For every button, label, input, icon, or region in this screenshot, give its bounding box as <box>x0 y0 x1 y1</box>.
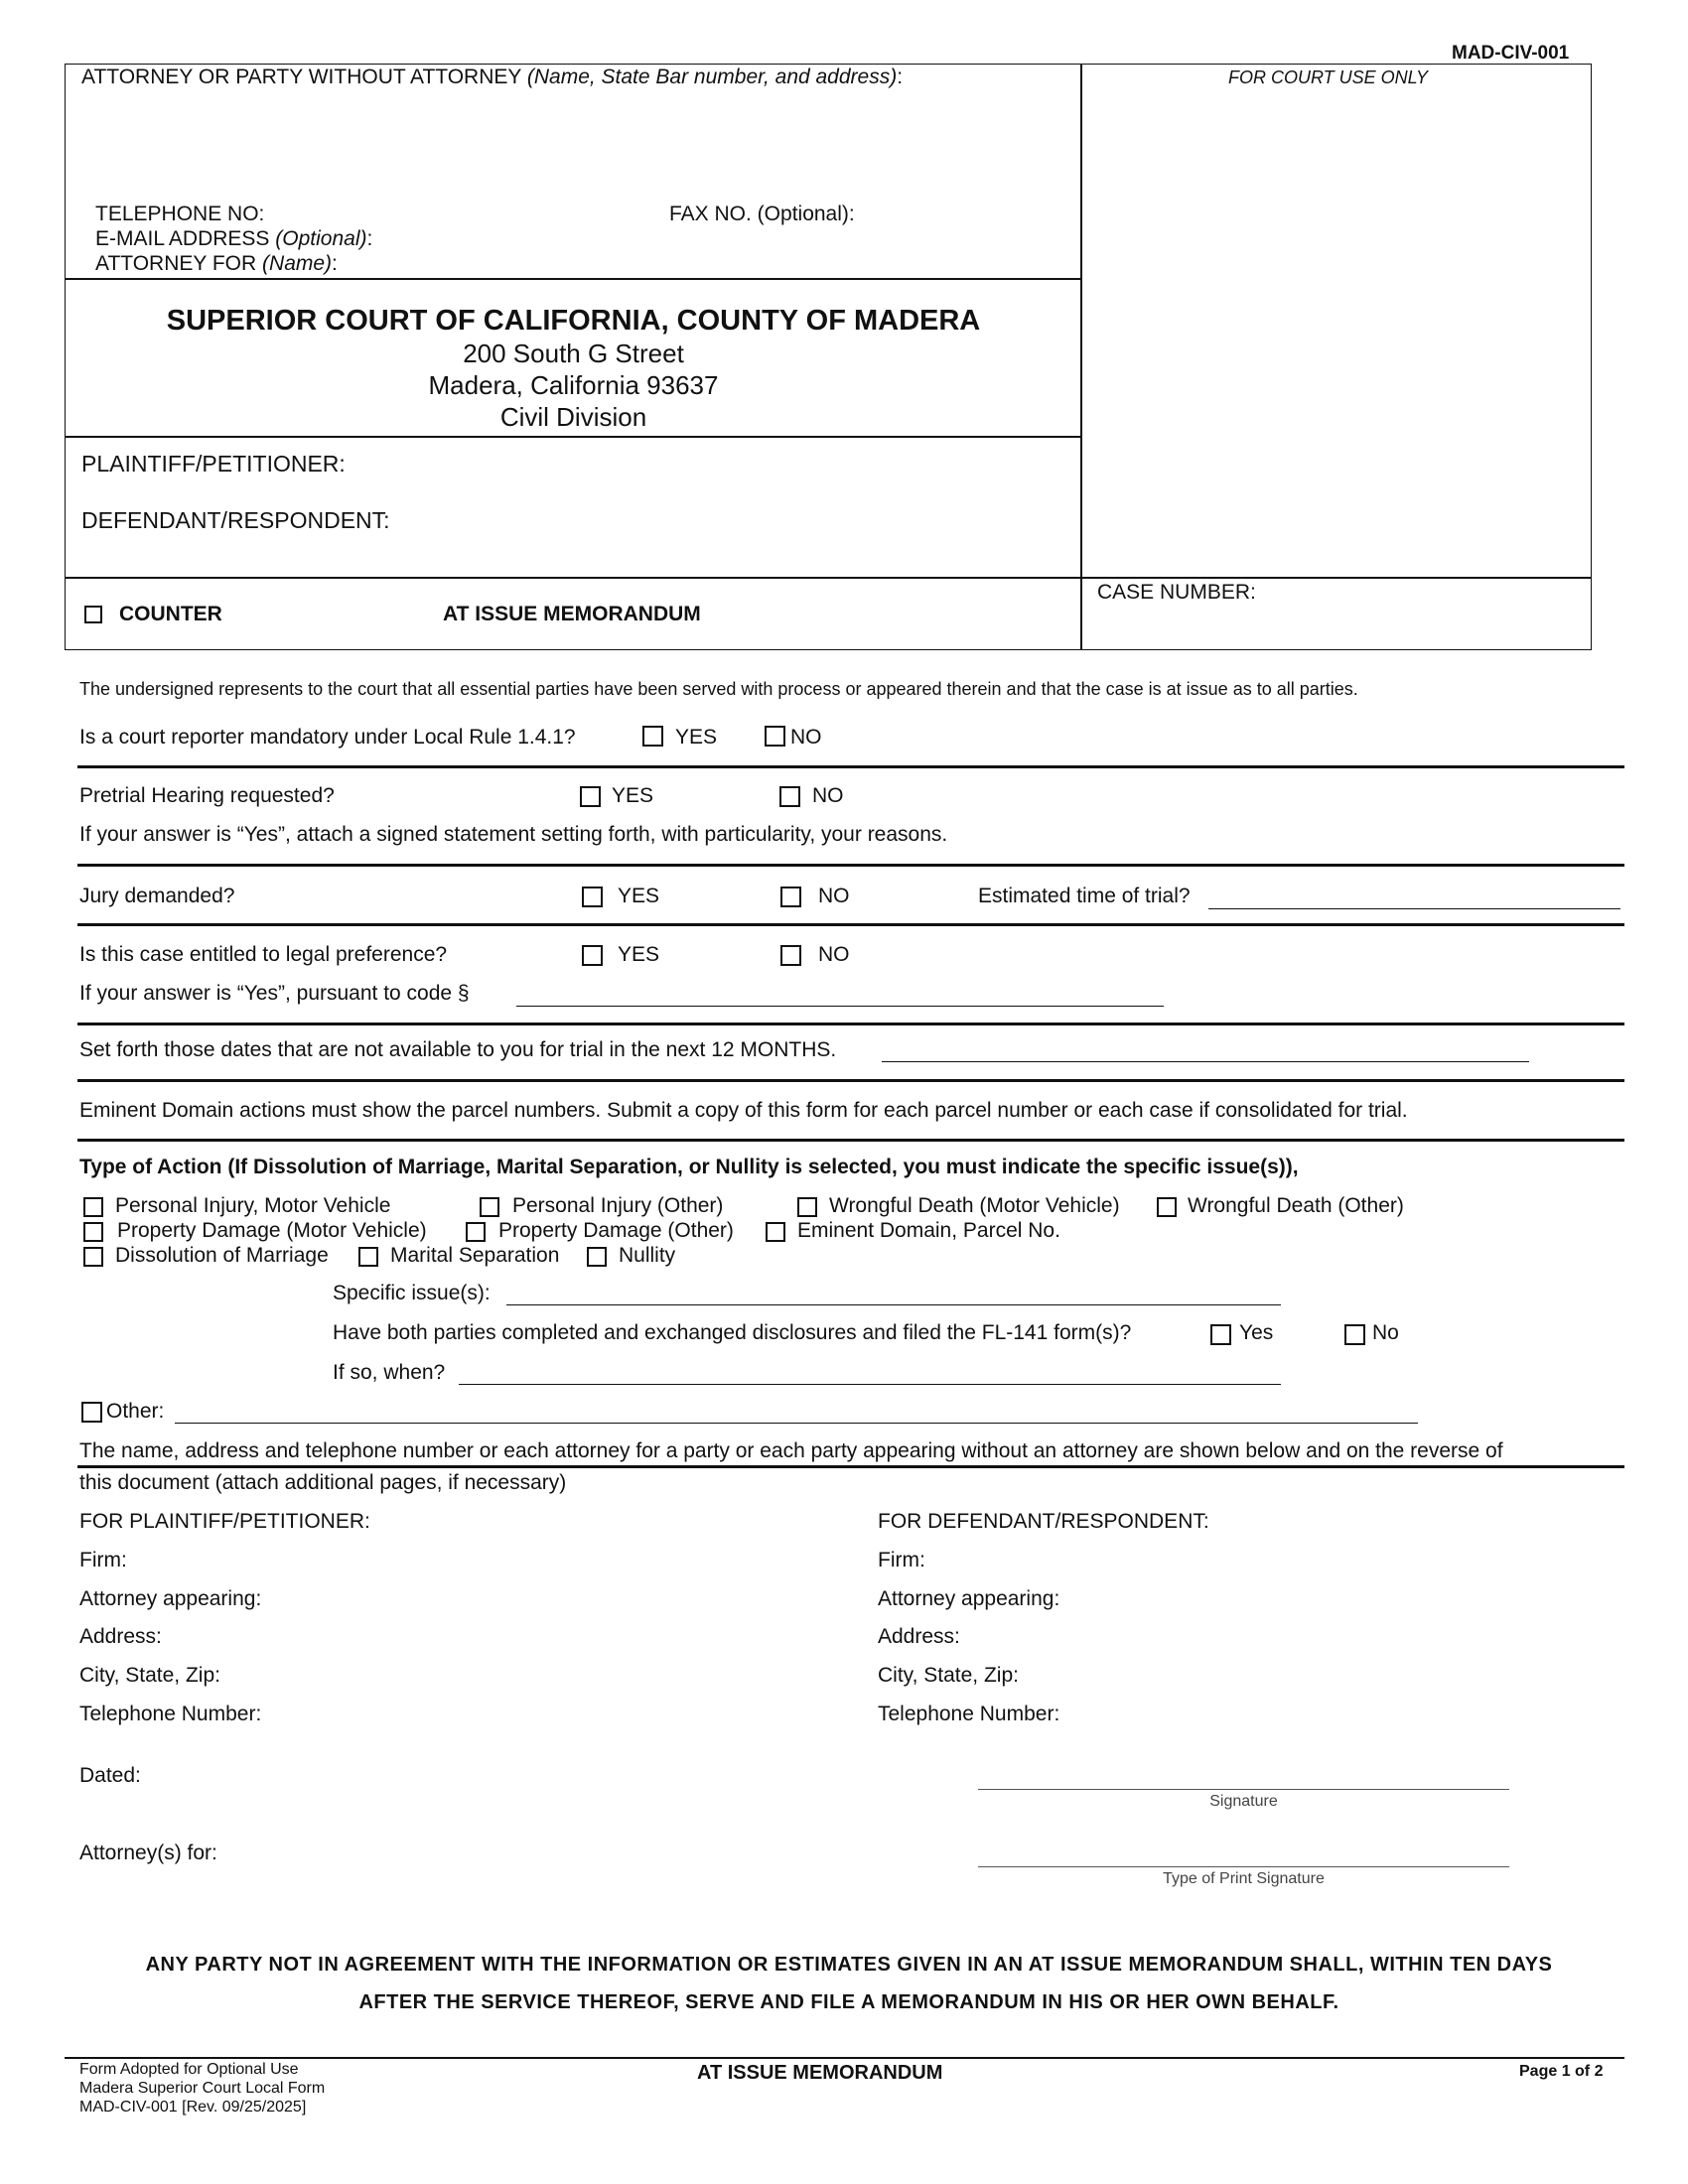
email-label: E-MAIL ADDRESS (Optional): <box>95 227 373 250</box>
if-so-when-field[interactable] <box>459 1362 1285 1386</box>
pd-motor-checkbox[interactable] <box>83 1222 103 1242</box>
eminent-domain-note: Eminent Domain actions must show the parcel numbers. Submit a copy of this form for each parcel number or each case if consolidated for trial. <box>79 1099 1408 1122</box>
pretrial-question: Pretrial Hearing requested? <box>79 784 335 807</box>
pretrial-note: If your answer is “Yes”, attach a signed statement setting forth, with particularity, your reasons. <box>79 823 948 846</box>
rule-7 <box>77 1465 1624 1468</box>
signature-line <box>978 1789 1509 1790</box>
names-note-line1: The name, address and telephone number or each attorney for a party or each party appearing without an attorney are shown below and on the reverse of <box>79 1439 1503 1462</box>
pi-other-checkbox[interactable] <box>480 1197 499 1217</box>
jury-yes-label: YES <box>618 885 660 907</box>
attorney-name-address-field[interactable] <box>81 95 1058 119</box>
disclosures-yes-checkbox[interactable] <box>1210 1324 1231 1345</box>
pd-other-checkbox[interactable] <box>466 1222 486 1242</box>
court-use-box <box>1080 64 1592 650</box>
unavailable-dates-field[interactable] <box>882 1039 1533 1063</box>
preference-no-label: NO <box>818 943 850 966</box>
pretrial-no-label: NO <box>812 784 844 807</box>
intro-statement: The undersigned represents to the court that all essential parties have been served with process or appeared therein and that the case is at issue as to all parties. <box>79 679 1358 699</box>
court-reporter-question: Is a court reporter mandatory under Local Rule 1.4.1? <box>79 726 576 749</box>
plaintiff-field[interactable] <box>377 453 1056 477</box>
case-number-field[interactable] <box>1097 611 1578 634</box>
preference-question: Is this case entitled to legal preference? <box>79 943 448 966</box>
divider-parties-title <box>65 577 1592 579</box>
footer-left-line3: MAD-CIV-001 [Rev. 09/25/2025] <box>79 2099 307 2116</box>
court-reporter-no-label: NO <box>790 726 822 749</box>
signature-caption: Signature <box>1209 1793 1278 1810</box>
jury-yes-checkbox[interactable] <box>582 887 603 907</box>
counter-label: COUNTER <box>119 603 222 625</box>
disclosures-question: Have both parties completed and exchanged disclosures and filed the FL-141 form(s)? <box>333 1321 1132 1344</box>
plaintiff-city-label: City, State, Zip: <box>79 1664 220 1687</box>
plaintiff-phone-label: Telephone Number: <box>79 1703 262 1725</box>
defendant-phone-field[interactable] <box>1076 1703 1617 1726</box>
fax-field[interactable] <box>869 203 1071 226</box>
plaintiff-phone-field[interactable] <box>278 1703 838 1726</box>
other-field[interactable] <box>175 1401 1422 1425</box>
attorneys-for-label: Attorney(s) for: <box>79 1842 217 1864</box>
jury-no-label: NO <box>818 885 850 907</box>
other-label: Other: <box>106 1400 165 1423</box>
if-so-when-label: If so, when? <box>333 1361 446 1384</box>
jury-no-checkbox[interactable] <box>780 887 801 907</box>
defendant-firm-label: Firm: <box>878 1549 925 1571</box>
specific-issues-field[interactable] <box>506 1283 1285 1306</box>
defendant-field[interactable] <box>417 509 1056 533</box>
email-field[interactable] <box>392 227 1052 251</box>
rule-1 <box>77 765 1624 768</box>
telephone-field[interactable] <box>278 203 659 226</box>
court-city: Madera, California 93637 <box>428 370 719 400</box>
rule-2 <box>77 864 1624 867</box>
defendant-contact-heading: FOR DEFENDANT/RESPONDENT: <box>878 1510 1209 1533</box>
divider-court-parties <box>65 436 1082 438</box>
dissolution-label: Dissolution of Marriage <box>115 1244 329 1267</box>
court-reporter-yes-checkbox[interactable] <box>642 726 663 747</box>
preference-code-label: If your answer is “Yes”, pursuant to code § <box>79 982 470 1005</box>
pi-motor-label: Personal Injury, Motor Vehicle <box>115 1194 391 1217</box>
plaintiff-firm-field[interactable] <box>139 1549 838 1572</box>
other-checkbox[interactable] <box>81 1402 102 1423</box>
print-signature-caption: Type of Print Signature <box>1163 1870 1325 1887</box>
print-signature-line <box>978 1866 1509 1867</box>
wd-motor-label: Wrongful Death (Motor Vehicle) <box>829 1194 1120 1217</box>
estimated-time-field[interactable] <box>1208 886 1624 909</box>
preference-yes-checkbox[interactable] <box>582 945 603 966</box>
plaintiff-attorney-field[interactable] <box>278 1587 838 1611</box>
defendant-attorney-field[interactable] <box>1076 1587 1617 1611</box>
pretrial-yes-checkbox[interactable] <box>580 786 601 807</box>
eminent-domain-label: Eminent Domain, Parcel No. <box>797 1219 1060 1242</box>
preference-yes-label: YES <box>618 943 660 966</box>
disclosures-no-checkbox[interactable] <box>1344 1324 1365 1345</box>
jury-question: Jury demanded? <box>79 885 235 907</box>
court-use-label: FOR COURT USE ONLY <box>1228 68 1429 87</box>
defendant-firm-field[interactable] <box>937 1549 1617 1572</box>
rule-5 <box>77 1079 1624 1082</box>
wd-other-label: Wrongful Death (Other) <box>1188 1194 1404 1217</box>
court-block <box>65 304 1082 433</box>
estimated-time-label: Estimated time of trial? <box>978 885 1191 907</box>
plaintiff-city-field[interactable] <box>243 1664 838 1688</box>
court-reporter-yes-label: YES <box>675 726 718 749</box>
rule-4 <box>77 1023 1624 1025</box>
attorneys-for-field[interactable] <box>238 1842 739 1865</box>
pi-other-label: Personal Injury (Other) <box>512 1194 724 1217</box>
defendant-address-field[interactable] <box>972 1625 1617 1649</box>
footer-title: AT ISSUE MEMORANDUM <box>697 2062 943 2084</box>
defendant-phone-label: Telephone Number: <box>878 1703 1060 1725</box>
separation-label: Marital Separation <box>390 1244 560 1267</box>
pi-motor-checkbox[interactable] <box>83 1197 103 1217</box>
defendant-city-label: City, State, Zip: <box>878 1664 1019 1687</box>
plaintiff-label: PLAINTIFF/PETITIONER: <box>81 451 346 477</box>
plaintiff-contact-heading: FOR PLAINTIFF/PETITIONER: <box>79 1510 370 1533</box>
fax-label: FAX NO. (Optional): <box>669 203 855 225</box>
defendant-attorney-label: Attorney appearing: <box>878 1587 1060 1610</box>
type-of-action-heading: Type of Action (If Dissolution of Marriage, Marital Separation, or Nullity is selected, you must indicate the specific issue(s)), <box>79 1156 1299 1178</box>
print-signature-field[interactable] <box>978 1843 1513 1866</box>
notice-line1: ANY PARTY NOT IN AGREEMENT WITH THE INFORMATION OR ESTIMATES GIVEN IN AN AT ISSUE MEMORANDUM SHALL, WITHIN TEN DAYS <box>145 1954 1553 1976</box>
rule-3 <box>77 923 1624 926</box>
court-street: 200 South G Street <box>463 339 684 368</box>
footer-left-line2: Madera Superior Court Local Form <box>79 2080 326 2097</box>
specific-issues-label: Specific issue(s): <box>333 1282 491 1304</box>
wd-other-checkbox[interactable] <box>1157 1197 1177 1217</box>
notice-line2: AFTER THE SERVICE THEREOF, SERVE AND FILE A MEMORANDUM IN HIS OR HER OWN BEHALF. <box>358 1991 1339 2013</box>
dissolution-checkbox[interactable] <box>83 1247 103 1267</box>
attorney-label: ATTORNEY OR PARTY WITHOUT ATTORNEY (Name, State Bar number, and address): <box>81 66 904 88</box>
wd-motor-checkbox[interactable] <box>797 1197 817 1217</box>
dated-label: Dated: <box>79 1764 141 1787</box>
court-name: SUPERIOR COURT OF CALIFORNIA, COUNTY OF MADERA <box>166 305 981 337</box>
parcel-number-field[interactable] <box>1077 1219 1280 1243</box>
plaintiff-attorney-label: Attorney appearing: <box>79 1587 262 1610</box>
rule-6 <box>77 1139 1624 1142</box>
attorney-for-field[interactable] <box>359 252 1049 276</box>
disclosures-yes-label: Yes <box>1239 1321 1274 1344</box>
form-title: AT ISSUE MEMORANDUM <box>443 603 701 625</box>
plaintiff-firm-label: Firm: <box>79 1549 127 1571</box>
disclosures-no-label: No <box>1372 1321 1399 1344</box>
nullity-checkbox[interactable] <box>587 1247 607 1267</box>
preference-code-field[interactable] <box>516 983 1168 1007</box>
pretrial-yes-label: YES <box>612 784 654 807</box>
court-division: Civil Division <box>499 402 647 432</box>
pd-motor-label: Property Damage (Motor Vehicle) <box>117 1219 427 1242</box>
counter-checkbox[interactable] <box>84 606 102 623</box>
defendant-label: DEFENDANT/RESPONDENT: <box>81 507 390 533</box>
pd-other-label: Property Damage (Other) <box>498 1219 734 1242</box>
defendant-city-field[interactable] <box>1042 1664 1617 1688</box>
divider-attorney-court <box>65 278 1082 280</box>
signature-field[interactable] <box>978 1765 1513 1789</box>
footer-left-line1: Form Adopted for Optional Use <box>79 2061 299 2078</box>
footer-page-number: Page 1 of 2 <box>1519 2063 1604 2080</box>
court-reporter-no-checkbox[interactable] <box>765 726 785 747</box>
telephone-label: TELEPHONE NO: <box>95 203 265 225</box>
eminent-domain-checkbox[interactable] <box>766 1222 785 1242</box>
names-note-line2: this document (attach additional pages, if necessary) <box>79 1471 567 1494</box>
case-number-label: CASE NUMBER: <box>1097 581 1256 604</box>
plaintiff-address-label: Address: <box>79 1625 162 1648</box>
separation-checkbox[interactable] <box>358 1247 378 1267</box>
dated-field[interactable] <box>154 1764 654 1788</box>
plaintiff-address-field[interactable] <box>174 1625 838 1649</box>
pretrial-no-checkbox[interactable] <box>779 786 800 807</box>
preference-no-checkbox[interactable] <box>780 945 801 966</box>
footer-rule <box>65 2057 1624 2059</box>
nullity-label: Nullity <box>619 1244 676 1267</box>
form-id: MAD-CIV-001 <box>1452 43 1570 64</box>
defendant-address-label: Address: <box>878 1625 960 1648</box>
attorney-for-label: ATTORNEY FOR (Name): <box>95 252 338 275</box>
unavailable-dates-label: Set forth those dates that are not available to you for trial in the next 12 MONTHS. <box>79 1038 837 1061</box>
